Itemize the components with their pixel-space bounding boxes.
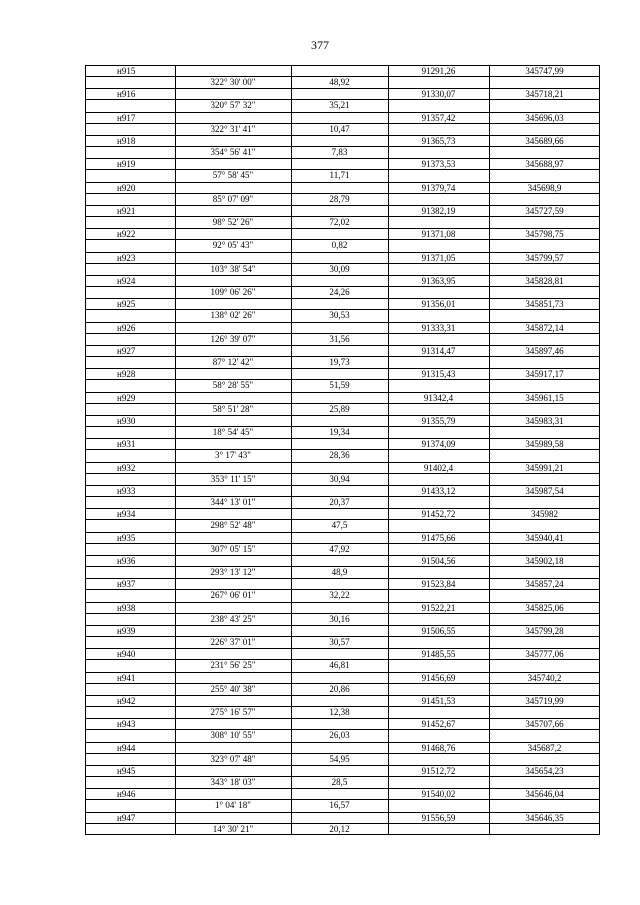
coordinate-x: 91342,4	[423, 393, 454, 403]
segment-length: 28,36	[329, 450, 350, 460]
direction-angle: 58° 51' 28"	[212, 404, 254, 414]
point-name: н918	[117, 136, 136, 146]
coordinate-y: 345991,21	[525, 463, 564, 473]
coordinate-y: 345687,2	[527, 743, 562, 753]
segment-length: 48,9	[331, 567, 348, 577]
coordinate-x: 91363,95	[421, 276, 456, 286]
direction-angle: 98° 52' 26"	[212, 217, 254, 227]
segment-length: 30,09	[329, 264, 350, 274]
segment-length: 30,94	[329, 474, 350, 484]
segment-length: 48,92	[329, 77, 350, 87]
coordinate-x: 91456,69	[421, 673, 456, 683]
coordinate-y: 345983,31	[525, 416, 564, 426]
coordinate-y: 345857,24	[525, 579, 564, 589]
coordinate-y: 345872,14	[525, 323, 564, 333]
segment-length: 24,26	[329, 287, 350, 297]
segment-length: 31,56	[329, 334, 350, 344]
coordinate-x: 91523,84	[421, 579, 456, 589]
segment-length: 46,81	[329, 660, 350, 670]
coordinate-x: 91468,76	[421, 743, 456, 753]
coordinate-y: 345689,66	[525, 136, 564, 146]
direction-angle: 231° 56' 25"	[210, 660, 256, 670]
coordinate-y: 345987,54	[525, 486, 564, 496]
direction-angle: 238° 43' 25"	[210, 614, 256, 624]
point-name: н927	[117, 346, 136, 356]
coordinate-x: 91379,74	[421, 183, 456, 193]
page-number: 377	[311, 38, 329, 52]
coordinate-y: 345917,17	[525, 369, 564, 379]
coordinate-y: 345719,99	[525, 696, 564, 706]
point-name: н938	[117, 603, 136, 613]
coordinate-x: 91556,59	[421, 813, 456, 823]
direction-angle: 57° 58' 45"	[212, 170, 254, 180]
direction-angle: 18° 54' 45"	[212, 427, 254, 437]
direction-angle: 293° 13' 12"	[210, 567, 256, 577]
coordinate-y: 345799,57	[525, 253, 564, 263]
point-name: н945	[117, 766, 136, 776]
direction-angle: 1° 04' 18"	[215, 800, 251, 810]
point-name: н929	[117, 393, 136, 403]
coordinate-x: 91330,07	[421, 89, 456, 99]
coordinate-x: 91374,09	[421, 439, 456, 449]
coordinate-y: 345727,59	[525, 206, 564, 216]
coordinate-x: 91506,55	[421, 626, 456, 636]
direction-angle: 109° 06' 26"	[210, 287, 256, 297]
segment-length: 7,83	[331, 147, 348, 157]
coordinate-y: 345777,06	[525, 649, 564, 659]
coordinate-y: 345718,21	[525, 89, 564, 99]
segment-length: 19,73	[329, 357, 350, 367]
point-name: н928	[117, 369, 136, 379]
coordinate-x: 91373,53	[421, 159, 456, 169]
coordinate-y: 345828,81	[525, 276, 564, 286]
direction-angle: 308° 10' 55"	[210, 730, 256, 740]
coordinate-y: 345698,9	[527, 183, 562, 193]
direction-angle: 255° 40' 38"	[210, 684, 256, 694]
direction-angle: 322° 30' 00"	[210, 77, 256, 87]
segment-length: 26,03	[329, 730, 350, 740]
direction-angle: 138° 02' 26"	[210, 310, 256, 320]
direction-angle: 354° 56' 41"	[210, 147, 256, 157]
coordinate-y: 345740,2	[527, 673, 562, 683]
coordinate-y: 345646,04	[525, 789, 564, 799]
direction-angle: 14° 30' 21"	[212, 824, 254, 834]
direction-angle: 85° 07' 09"	[212, 194, 254, 204]
coordinate-x: 91371,05	[421, 253, 456, 263]
direction-angle: 87° 12' 42"	[212, 357, 254, 367]
point-name: н943	[117, 719, 136, 729]
coordinate-x: 91371,08	[421, 229, 456, 239]
segment-length: 54,95	[329, 754, 350, 764]
coordinate-x: 91452,72	[421, 509, 456, 519]
coordinate-x: 91512,72	[421, 766, 456, 776]
coordinate-y: 345940,41	[525, 533, 564, 543]
segment-length: 12,38	[329, 707, 350, 717]
direction-angle: 92° 05' 43"	[212, 240, 254, 250]
direction-angle: 126° 39' 07"	[210, 334, 256, 344]
point-name: н944	[117, 743, 136, 753]
point-name: н931	[117, 439, 136, 449]
coordinate-x: 91357,42	[421, 113, 456, 123]
segment-length: 0,82	[331, 240, 348, 250]
coordinate-x: 91451,53	[421, 696, 456, 706]
segment-length: 16,57	[329, 800, 350, 810]
coordinate-y: 345688,97	[525, 159, 564, 169]
segment-length: 20,86	[329, 684, 350, 694]
coordinate-y: 345982	[531, 509, 558, 519]
segment-length: 20,37	[329, 497, 350, 507]
coordinate-y: 345654,23	[525, 766, 564, 776]
direction-angle: 320° 57' 32"	[210, 100, 256, 110]
coordinate-x: 91485,55	[421, 649, 456, 659]
direction-angle: 322° 31' 41"	[210, 124, 256, 134]
segment-length: 30,53	[329, 310, 350, 320]
point-name: н932	[117, 463, 136, 473]
coordinate-x: 91356,01	[421, 299, 456, 309]
point-name: н925	[117, 299, 136, 309]
coordinate-y: 345902,18	[525, 556, 564, 566]
coordinate-y: 345961,15	[525, 393, 564, 403]
point-name: н935	[117, 533, 136, 543]
coordinate-x: 91540,02	[421, 789, 456, 799]
coordinate-x: 91475,66	[421, 533, 456, 543]
coordinate-x: 91315,43	[421, 369, 456, 379]
direction-angle: 298° 52' 48"	[210, 520, 256, 530]
table-vertical-line	[85, 65, 86, 835]
direction-angle: 343° 18' 03"	[210, 777, 256, 787]
point-name: н920	[117, 183, 136, 193]
segment-length: 47,92	[329, 544, 350, 554]
coordinate-y: 345825,06	[525, 603, 564, 613]
segment-length: 28,5	[331, 777, 348, 787]
segment-length: 10,47	[329, 124, 350, 134]
point-name: н926	[117, 323, 136, 333]
point-name: н930	[117, 416, 136, 426]
point-name: н933	[117, 486, 136, 496]
direction-angle: 3° 17' 43"	[215, 450, 251, 460]
coordinate-y: 345798,75	[525, 229, 564, 239]
point-name: н917	[117, 113, 136, 123]
coordinate-x: 91365,73	[421, 136, 456, 146]
segment-length: 35,21	[329, 100, 350, 110]
coordinate-x: 91522,21	[421, 603, 456, 613]
point-name: н919	[117, 159, 136, 169]
coordinate-x: 91355,79	[421, 416, 456, 426]
point-name: н936	[117, 556, 136, 566]
coordinate-x: 91433,12	[421, 486, 456, 496]
segment-length: 30,16	[329, 614, 350, 624]
point-name: н915	[117, 66, 136, 76]
point-name: н946	[117, 789, 136, 799]
coordinate-y: 345707,66	[525, 719, 564, 729]
point-name: н934	[117, 509, 136, 519]
segment-length: 72,02	[329, 217, 350, 227]
segment-length: 47,5	[331, 520, 348, 530]
point-name: н940	[117, 649, 136, 659]
segment-length: 28,79	[329, 194, 350, 204]
coordinate-x: 91452,67	[421, 719, 456, 729]
point-name: н916	[117, 89, 136, 99]
coordinate-y: 345646,35	[525, 813, 564, 823]
coordinate-x: 91291,26	[421, 66, 456, 76]
segment-length: 11,71	[329, 170, 350, 180]
coordinates-table	[85, 65, 600, 835]
point-name: н924	[117, 276, 136, 286]
direction-angle: 58° 28' 55"	[212, 380, 254, 390]
point-name: н947	[117, 813, 136, 823]
point-name: н923	[117, 253, 136, 263]
segment-length: 32,22	[329, 590, 350, 600]
point-name: н937	[117, 579, 136, 589]
direction-angle: 353° 11' 15"	[210, 474, 256, 484]
segment-length: 19,34	[329, 427, 350, 437]
coordinate-y: 345799,28	[525, 626, 564, 636]
coordinate-x: 91382,19	[421, 206, 456, 216]
point-name: н922	[117, 229, 136, 239]
coordinate-x: 91314,47	[421, 346, 456, 356]
point-name: н921	[117, 206, 136, 216]
coordinate-y: 345696,03	[525, 113, 564, 123]
segment-length: 30,57	[329, 637, 350, 647]
direction-angle: 307° 05' 15"	[210, 544, 256, 554]
direction-angle: 267° 06' 01"	[210, 590, 256, 600]
direction-angle: 344° 13' 01"	[210, 497, 256, 507]
segment-length: 25,89	[329, 404, 350, 414]
coordinate-y: 345989,58	[525, 439, 564, 449]
point-name: н939	[117, 626, 136, 636]
coordinate-x: 91402,4	[423, 463, 454, 473]
segment-length: 51,59	[329, 380, 350, 390]
point-name: н941	[117, 673, 136, 683]
coordinate-y: 345897,46	[525, 346, 564, 356]
segment-length: 20,12	[329, 824, 350, 834]
coordinate-x: 91333,31	[421, 323, 456, 333]
coordinate-y: 345747,99	[525, 66, 564, 76]
direction-angle: 275° 16' 57"	[210, 707, 256, 717]
direction-angle: 103° 38' 54"	[210, 264, 256, 274]
direction-angle: 323° 07' 48"	[210, 754, 256, 764]
point-name: н942	[117, 696, 136, 706]
coordinate-x: 91504,56	[421, 556, 456, 566]
coordinate-y: 345851,73	[525, 299, 564, 309]
direction-angle: 226° 37' 01"	[210, 637, 256, 647]
